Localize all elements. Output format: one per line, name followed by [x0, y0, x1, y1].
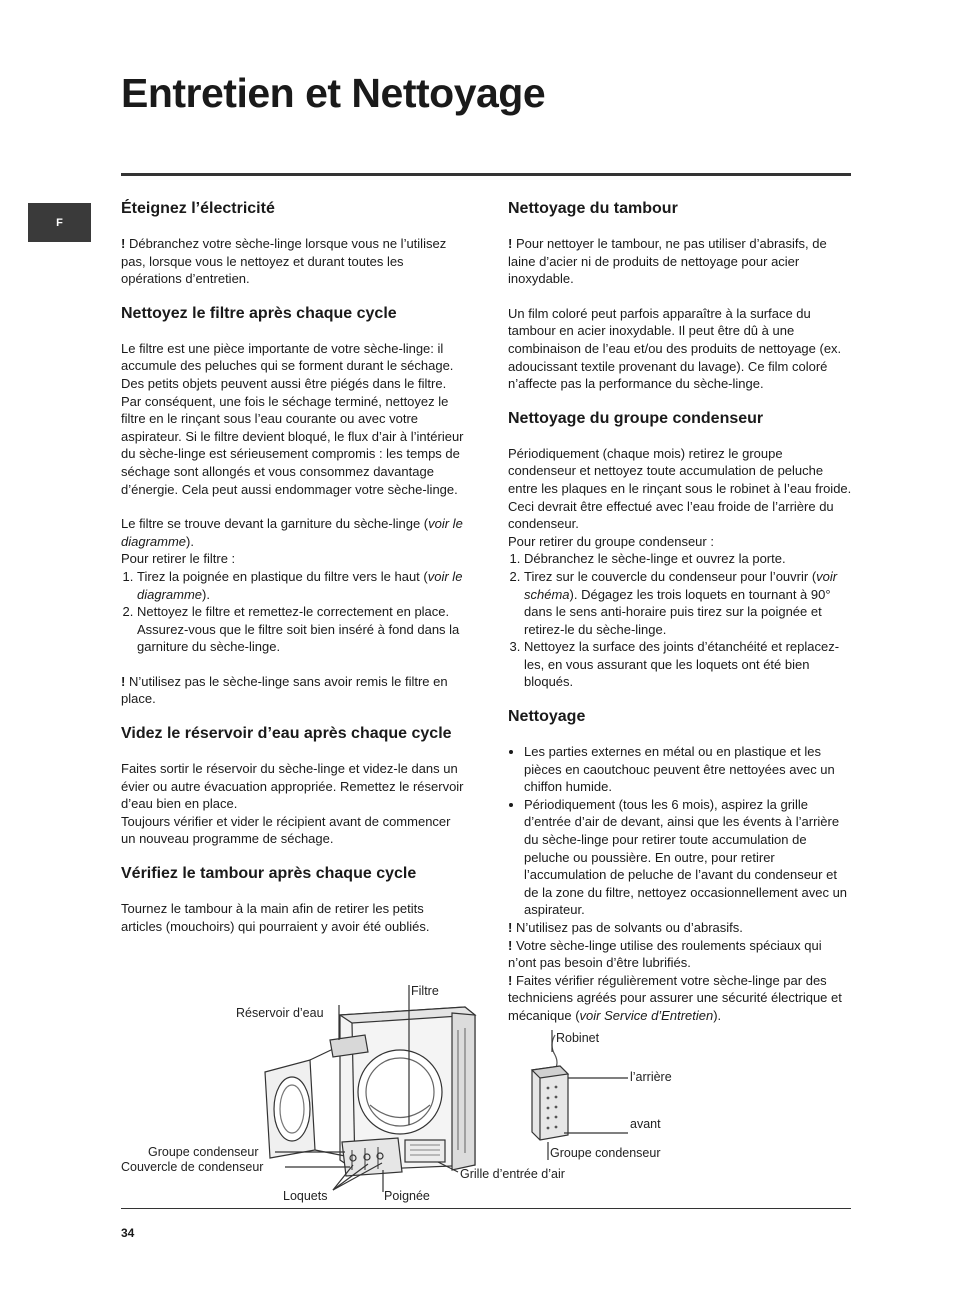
warning-paragraph: ! Faites vérifier régulièrement votre sèche-linge par des techniciens agréés pour assurer une sécurité électrique et mécanique (voir Service d’Entretien).: [508, 972, 842, 1023]
warning-icon: !: [121, 236, 126, 251]
list-item: • Périodiquement (tous les 6 mois), aspirez la grille d’entrée d’air de devant, ainsi que les évents à l’arrière du sèche-linge pour retirer toute accumulation de peluche ou poussière. En outre, pour retirer l’accumulation de peluche de l’avant du condenseur et de la zone du filtre, nettoyez occasionnellement avec un aspirateur.: [524, 796, 853, 919]
paragraph: Périodiquement (chaque mois) retirez le groupe condenseur et nettoyez toute accumulation de peluche entre les plaques en le rinçant sous le robinet à l’eau froide. Ceci devrait être effectué avec l’eau froide de l’arrière du condenseur.: [508, 445, 852, 532]
heading-nettoyage: Nettoyage: [508, 708, 586, 726]
heading-eteignez: Éteignez l’électricité: [121, 200, 275, 217]
list-item: 2. Tirez sur le couvercle du condenseur pour l’ouvrir (voir schéma). Dégagez les trois loquets en tournant à 90° dans le sens anti-horaire puis tirez sur la poignée et retirez-le du sèche-linge.: [524, 568, 853, 638]
paragraph: Tournez le tambour à la main afin de retirer les petits articles (mouchoirs) qui pourraient y avoir été oubliés.: [121, 901, 430, 934]
warning-icon: !: [508, 236, 513, 251]
label-filtre: Filtre: [411, 984, 439, 998]
warning-paragraph: ! Votre sèche-linge utilise des roulements spéciaux qui n’ont pas besoin d’être lubrifiés.: [508, 937, 822, 971]
filter-instructions: Le filtre se trouve devant la garniture du sèche-linge (voir le diagramme). Pour retirer le filtre : 1. Tirez la poignée en plastique du filtre vers le haut (voir le diagramme). 2. Nettoyez le filtre et remettez-le correctement en place. Assurez-vous que le filtre soit bien inséré à fond dans la garniture du sèche-linge.: [121, 515, 466, 656]
warning-paragraph: ! Pour nettoyer le tambour, ne pas utiliser d’abrasifs, de laine d’acier ni de produits de nettoyage pour acier inoxydable.: [508, 236, 827, 287]
list-item: 3. Nettoyez la surface des joints d’étanchéité et replacez-les, en vous assurant que les loquets ont été bien bloqués.: [524, 638, 853, 691]
warning-icon: !: [508, 972, 513, 988]
label-avant: avant: [630, 1117, 661, 1131]
warning-icon: !: [508, 937, 513, 953]
label-robinet: Robinet: [556, 1031, 600, 1045]
diagram-reference: voir schéma: [524, 568, 838, 602]
label-loquets: Loquets: [283, 1189, 328, 1203]
label-groupe-condenseur-2: Groupe condenseur: [550, 1146, 661, 1160]
list-item: 1. Tirez la poignée en plastique du filtre vers le haut (voir le diagramme).: [137, 568, 466, 603]
warning-paragraph: ! Débranchez votre sèche-linge lorsque vous ne l’utilisez pas, lorsque vous le nettoyez et durant toutes les opérations d’entretien.: [121, 236, 447, 287]
footer-divider: [121, 1208, 851, 1209]
page-number: 34: [121, 1226, 135, 1240]
service-reference: voir Service d’Entretien: [579, 1007, 714, 1023]
warning-paragraph: ! N’utilisez pas le sèche-linge sans avoir remis le filtre en place.: [121, 673, 448, 707]
language-tab: F: [28, 203, 91, 242]
heading-tambour-check: Vérifiez le tambour après chaque cycle: [121, 865, 417, 883]
right-column: [508, 200, 853, 1042]
label-groupe-condenseur: Groupe condenseur: [148, 1145, 259, 1159]
warning-paragraph: ! N’utilisez pas de solvants ou d’abrasifs.: [508, 920, 743, 935]
warning-icon: !: [121, 673, 126, 689]
list-item: • Les parties externes en métal ou en plastique et les pièces en caoutchouc peuvent être nettoyées avec un chiffon humide.: [524, 743, 853, 796]
paragraph: Le filtre est une pièce importante de votre sèche-linge: il accumule des peluches qui se forment durant le séchage. Des petits objets peuvent aussi être piégés dans le filtre. Par conséquent, une fois le séchage terminé, nettoyez le filtre en le rinçant sous l’eau courante ou avec votre aspirateur. Si le filtre devient bloqué, le flux d’air à l’intérieur du sèche-linge est sérieusement compromis : les temps de séchage sont allongés et vous consommez davantage d’énergie. Cela peut aussi endommager votre sèche-linge.: [121, 340, 464, 497]
warning-icon: !: [508, 920, 513, 935]
heading-nettoyage-tambour: Nettoyage du tambour: [508, 200, 678, 217]
paragraph: Un film coloré peut parfois apparaître à la surface du tambour en acier inoxydable. Il peut être dû à une combinaison de l’eau et/ou des produits de nettoyage (ex. adoucissant textile provenant du lavage). Ce film coloré n’affecte pas la performance du sèche-linge.: [508, 305, 842, 392]
label-poignee: Poignée: [384, 1189, 430, 1203]
paragraph: Toujours vérifier et vider le récipient avant de commencer un nouveau programme de séchage.: [121, 813, 451, 847]
bullet-list: [508, 743, 853, 919]
diagram-reference: voir le diagramme: [137, 568, 463, 602]
list-item: 2. Nettoyez le filtre et remettez-le correctement en place. Assurez-vous que le filtre soit bien inséré à fond dans la garniture du sèche-linge.: [137, 603, 466, 656]
numbered-list: [121, 568, 466, 656]
label-arriere: l’arrière: [630, 1070, 672, 1084]
heading-filtre: Nettoyez le filtre après chaque cycle: [121, 304, 397, 322]
numbered-list: [508, 550, 853, 691]
left-column: [121, 200, 466, 952]
label-grille: Grille d’entrée d’air: [460, 1167, 565, 1181]
diagram-reference: voir le diagramme: [121, 516, 463, 549]
paragraph: Pour retirer du groupe condenseur :: [508, 533, 714, 549]
label-reservoir: Réservoir d’eau: [236, 1006, 324, 1020]
list-item: 1. Débranchez le sèche-linge et ouvrez la porte.: [524, 550, 853, 568]
heading-reservoir: Videz le réservoir d’eau après chaque cycle: [121, 725, 452, 743]
heading-condenseur: Nettoyage du groupe condenseur: [508, 409, 764, 427]
paragraph: Faites sortir le réservoir du sèche-linge et videz-le dans un évier ou autre évacuation appropriée. Remettez le réservoir d’eau bien en place.: [121, 761, 464, 812]
page-title: Entretien et Nettoyage: [121, 70, 546, 116]
label-couvercle: Couvercle de condenseur: [121, 1160, 264, 1174]
title-divider: [121, 173, 851, 176]
